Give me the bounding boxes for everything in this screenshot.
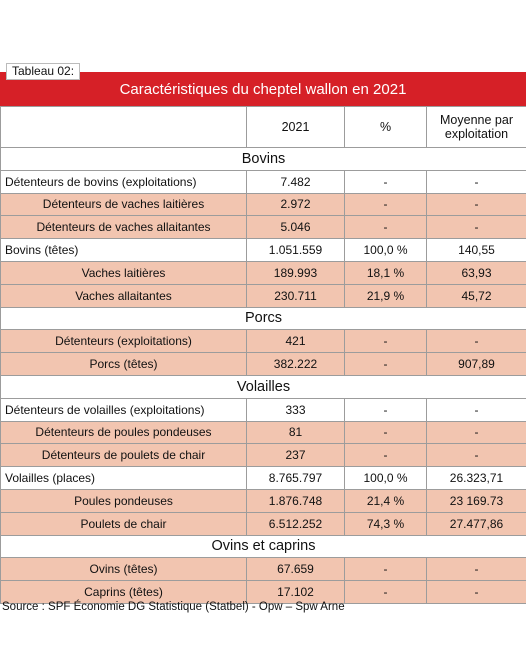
row-label: Détenteurs de vaches laitières bbox=[1, 193, 247, 216]
cell-2021: 5.046 bbox=[247, 216, 345, 239]
table-row bbox=[1, 467, 526, 490]
cell-percent: 74,3 % bbox=[345, 512, 427, 535]
row-label: Détenteurs de poules pondeuses bbox=[1, 421, 247, 444]
cell-average: 26.323,71 bbox=[427, 467, 526, 490]
table-row bbox=[1, 421, 526, 444]
cell-percent: - bbox=[345, 216, 427, 239]
cell-average: - bbox=[427, 444, 526, 467]
section-row bbox=[1, 307, 526, 330]
cell-average: - bbox=[427, 398, 526, 421]
cell-average: 27.477,86 bbox=[427, 512, 526, 535]
table-row bbox=[1, 353, 526, 376]
cell-average: 907,89 bbox=[427, 353, 526, 376]
cell-average: - bbox=[427, 170, 526, 193]
cell-percent: - bbox=[345, 353, 427, 376]
cell-percent: 18,1 % bbox=[345, 261, 427, 284]
cell-2021: 67.659 bbox=[247, 558, 345, 581]
table-title: Caractéristiques du cheptel wallon en 2021 bbox=[0, 72, 526, 106]
section-heading: Ovins et caprins bbox=[1, 535, 526, 558]
header-cell-average: Moyenne par exploitation bbox=[427, 107, 526, 148]
cheptel-table bbox=[0, 106, 526, 604]
table-row bbox=[1, 330, 526, 353]
cell-average: 140,55 bbox=[427, 239, 526, 262]
section-heading: Bovins bbox=[1, 148, 526, 171]
cell-average: 23 169.73 bbox=[427, 489, 526, 512]
header-cell-label bbox=[1, 107, 247, 148]
cell-2021: 17.102 bbox=[247, 581, 345, 604]
section-heading: Volailles bbox=[1, 375, 526, 398]
header-cell-2021: 2021 bbox=[247, 107, 345, 148]
cell-2021: 382.222 bbox=[247, 353, 345, 376]
row-label: Détenteurs de volailles (exploitations) bbox=[1, 398, 247, 421]
table-row bbox=[1, 239, 526, 262]
cell-percent: - bbox=[345, 330, 427, 353]
cell-percent: - bbox=[345, 581, 427, 604]
section-heading: Porcs bbox=[1, 307, 526, 330]
cell-2021: 421 bbox=[247, 330, 345, 353]
cell-percent: - bbox=[345, 558, 427, 581]
cell-average: - bbox=[427, 558, 526, 581]
cell-average: 63,93 bbox=[427, 261, 526, 284]
cell-2021: 189.993 bbox=[247, 261, 345, 284]
table-row bbox=[1, 170, 526, 193]
table-row bbox=[1, 216, 526, 239]
table-row bbox=[1, 512, 526, 535]
cell-percent: 21,9 % bbox=[345, 284, 427, 307]
table-row bbox=[1, 444, 526, 467]
row-label: Poulets de chair bbox=[1, 512, 247, 535]
table-row bbox=[1, 261, 526, 284]
cell-2021: 230.711 bbox=[247, 284, 345, 307]
row-label: Détenteurs de bovins (exploitations) bbox=[1, 170, 247, 193]
cell-2021: 81 bbox=[247, 421, 345, 444]
section-row bbox=[1, 535, 526, 558]
row-label: Porcs (têtes) bbox=[1, 353, 247, 376]
row-label: Volailles (places) bbox=[1, 467, 247, 490]
table-row bbox=[1, 398, 526, 421]
row-label: Détenteurs (exploitations) bbox=[1, 330, 247, 353]
cell-percent: - bbox=[345, 193, 427, 216]
cell-average: - bbox=[427, 330, 526, 353]
row-label: Bovins (têtes) bbox=[1, 239, 247, 262]
cell-average: - bbox=[427, 581, 526, 604]
header-cell-percent: % bbox=[345, 107, 427, 148]
cell-2021: 237 bbox=[247, 444, 345, 467]
cell-2021: 1.051.559 bbox=[247, 239, 345, 262]
cell-average: - bbox=[427, 216, 526, 239]
source-note: Source : SPF Économie DG Statistique (Statbel) - Opw – Spw Arne bbox=[2, 601, 345, 613]
row-label: Vaches laitières bbox=[1, 261, 247, 284]
row-label: Détenteurs de poulets de chair bbox=[1, 444, 247, 467]
section-row bbox=[1, 375, 526, 398]
cell-2021: 6.512.252 bbox=[247, 512, 345, 535]
cell-2021: 2.972 bbox=[247, 193, 345, 216]
cell-percent: 21,4 % bbox=[345, 489, 427, 512]
row-label: Caprins (têtes) bbox=[1, 581, 247, 604]
table-row bbox=[1, 489, 526, 512]
cell-2021: 7.482 bbox=[247, 170, 345, 193]
cell-average: 45,72 bbox=[427, 284, 526, 307]
row-label: Détenteurs de vaches allaitantes bbox=[1, 216, 247, 239]
table-label: Tableau 02: bbox=[6, 63, 80, 80]
section-row bbox=[1, 148, 526, 171]
row-label: Vaches allaitantes bbox=[1, 284, 247, 307]
row-label: Ovins (têtes) bbox=[1, 558, 247, 581]
table-row bbox=[1, 193, 526, 216]
cell-average: - bbox=[427, 193, 526, 216]
row-label: Poules pondeuses bbox=[1, 489, 247, 512]
cell-percent: - bbox=[345, 170, 427, 193]
cell-2021: 1.876.748 bbox=[247, 489, 345, 512]
table-row bbox=[1, 284, 526, 307]
cell-percent: 100,0 % bbox=[345, 467, 427, 490]
cell-percent: - bbox=[345, 398, 427, 421]
cell-percent: - bbox=[345, 444, 427, 467]
header-row bbox=[1, 107, 526, 148]
table-row bbox=[1, 558, 526, 581]
cell-2021: 333 bbox=[247, 398, 345, 421]
cell-average: - bbox=[427, 421, 526, 444]
cell-percent: - bbox=[345, 421, 427, 444]
cell-percent: 100,0 % bbox=[345, 239, 427, 262]
cell-2021: 8.765.797 bbox=[247, 467, 345, 490]
